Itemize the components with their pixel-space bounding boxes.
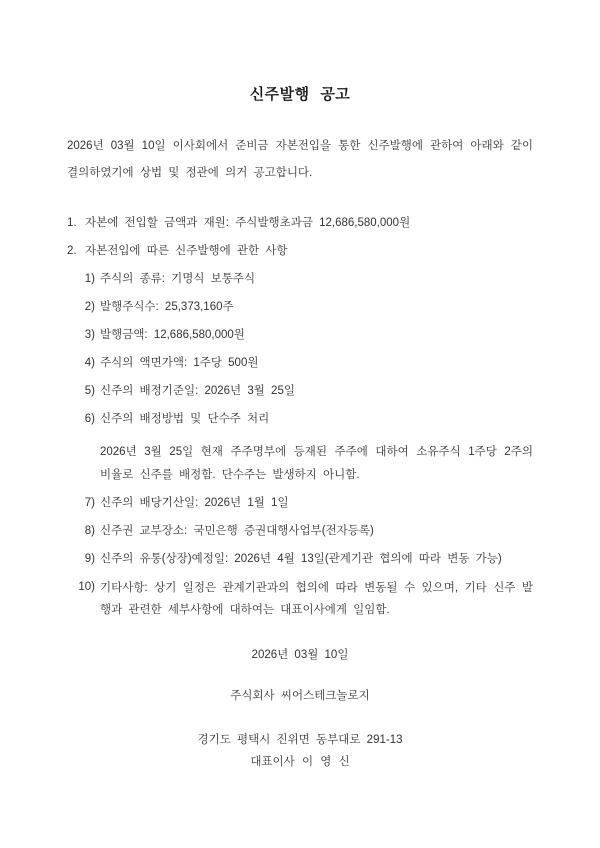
sub-item-number: 2) xyxy=(84,301,95,313)
sub-item-2 xyxy=(77,301,533,314)
sub-item-number: 4) xyxy=(84,357,95,369)
sub-item-text: 신주권 교부장소: 국민은행 증권대행사업부(전자등록) xyxy=(100,525,374,537)
sub-item-number: 7) xyxy=(84,497,95,509)
sub-item-text: 발행금액: 12,686,580,000원 xyxy=(100,329,245,341)
sub-item-6 xyxy=(77,413,533,426)
sub-item-number: 10) xyxy=(78,581,95,593)
list-item-text: 자본에 전입할 금액과 재원: 주식발행초과금 12,686,580,000원 xyxy=(85,217,411,229)
closing-date: 2026년 03월 10일 xyxy=(251,649,349,661)
sub-item-number: 6) xyxy=(84,413,95,425)
ceo-name: 대표이사 이 영 신 xyxy=(250,756,350,768)
company-name: 주식회사 씨어스테크놀로지 xyxy=(230,690,370,702)
document-title: 신주발행 공고 xyxy=(249,86,351,103)
sub-item-text: 발행주식수: 25,373,160주 xyxy=(100,301,234,313)
sub-item-number: 3) xyxy=(84,329,95,341)
sub-item-7 xyxy=(77,497,533,510)
company-address: 경기도 평택시 진위면 동부대로 291-13 xyxy=(197,734,403,746)
sub-item-4 xyxy=(77,357,533,370)
sub-item-number: 8) xyxy=(84,525,95,537)
sub-item-text: 주식의 액면가액: 1주당 500원 xyxy=(100,357,259,369)
sub-item-list xyxy=(67,273,533,621)
sub-item-text: 주식의 종류: 기명식 보통주식 xyxy=(100,273,256,285)
list-item-2 xyxy=(67,245,533,258)
sub-item-number: 5) xyxy=(84,385,95,397)
sub-item-10 xyxy=(77,581,533,621)
sub-item-5 xyxy=(77,385,533,398)
list-item-number: 1. xyxy=(67,217,77,229)
sub-item-text: 기타사항: 상기 일정은 관계기관과의 협의에 따라 변동될 수 있으며, 기타 신주 발행과 관련한 세부사항에 대하여는 대표이사에게 일임함. xyxy=(100,582,533,616)
sub-item-9 xyxy=(77,553,533,566)
sub-item-text: 신주의 유통(상장)예정일: 2026년 4월 13일(관계기관 협의에 따라 변동 가능) xyxy=(100,553,502,565)
closing-block xyxy=(67,649,533,769)
sub-item-1 xyxy=(77,273,533,286)
sub-item-text: 신주의 배정기준일: 2026년 3월 25일 xyxy=(100,385,295,397)
list-item-text: 자본전입에 따른 신주발행에 관한 사항 xyxy=(85,245,288,257)
intro-paragraph: 2026년 03월 10일 이사회에서 준비금 자본전입을 통한 신주발행에 관하여 아래와 같이 결의하였기에 상법 및 정관에 의거 공고합니다. xyxy=(67,140,533,179)
list-item-number: 2. xyxy=(67,245,77,257)
list-item-1 xyxy=(67,217,533,230)
sub-item-number: 1) xyxy=(84,273,95,285)
sub-item-6-detail: 2026년 3월 25일 현재 주주명부에 등재된 주주에 대하여 소유주식 1주당 2주의 비율로 신주를 배정함. 단수주는 발생하지 아니함. xyxy=(100,446,533,481)
sub-item-8 xyxy=(77,525,533,538)
sub-item-text: 신주의 배당기산일: 2026년 1월 1일 xyxy=(100,497,289,509)
sub-item-3 xyxy=(77,329,533,342)
sub-item-number: 9) xyxy=(84,553,95,565)
sub-item-text: 신주의 배정방법 및 단수주 처리 xyxy=(100,413,270,425)
